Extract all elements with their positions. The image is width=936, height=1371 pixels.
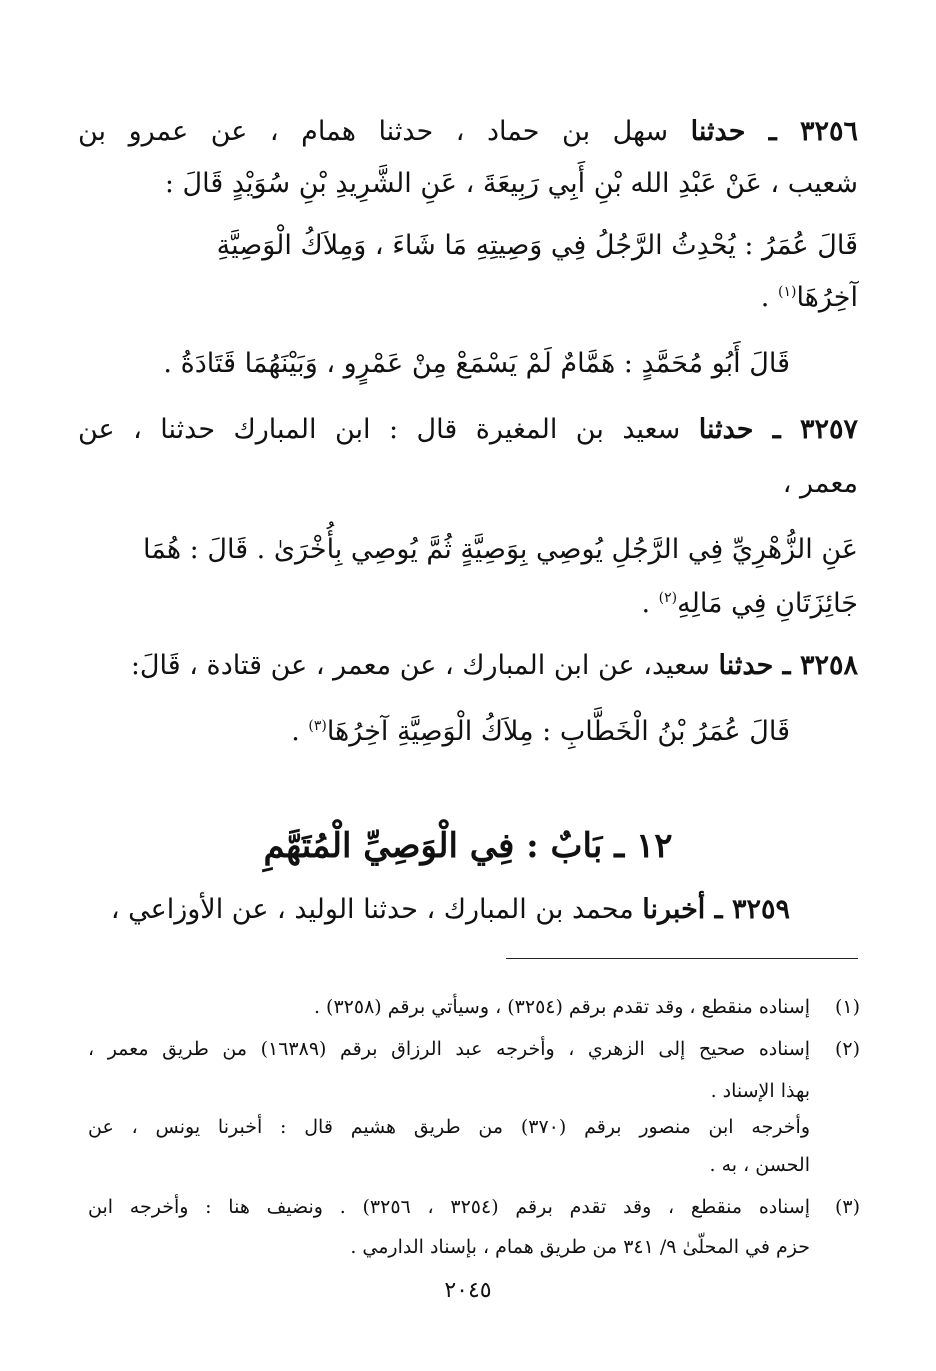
- hadith-number: ٣٢٥٧ ـ حدثنا: [698, 414, 858, 445]
- footnote-ref: (٢): [658, 590, 678, 606]
- hadith-text: محمد بن المبارك ، حدثنا الوليد ، عن الأوزاعي ،: [110, 894, 634, 925]
- footnote-2-line-2: بهذا الإسناد .: [710, 1080, 810, 1102]
- footnote-3-line-2: حزم في المحلّىٰ ٩/ ٣٤١ من طريق همام ، بإسناد الدارمي .: [350, 1236, 810, 1258]
- chapter-heading: ١٢ ـ بَابٌ : فِي الْوَصِيِّ الْمُتَهَّمِ: [263, 826, 673, 866]
- footnote-2-line-1: إسناده صحيح إلى الزهري ، وأخرجه عبد الرزاق برقم (١٦٣٨٩) من طريق معمر ،: [88, 1038, 810, 1060]
- hadith-text-end: .: [291, 716, 309, 747]
- hadith-3257-line-4: [78, 578, 858, 624]
- hadith-text: قَالَ عُمَرُ بْنُ الْخَطَّابِ : مِلاَكُ الْوَصِيَّةِ آخِرُهَا: [326, 716, 790, 747]
- hadith-number: ٣٢٥٨ ـ حدثنا: [718, 650, 858, 681]
- hadith-text-end: .: [760, 282, 778, 313]
- footnote-label: (١): [834, 996, 860, 1018]
- hadith-number: ٣٢٥٦ ـ حدثنا: [690, 116, 858, 147]
- hadith-3256-line-2: شعيب ، عَنْ عَبْدِ الله بْنِ أَبِي رَبِيعَةَ ، عَنِ الشَّرِيدِ بْنِ سُوَيْدٍ قَالَ :: [164, 168, 858, 199]
- footnote-3-line-1: إسناده منقطع ، وقد تقدم برقم (٣٢٥٤ ، ٣٢٥٦) . ونضيف هنا : وأخرجه ابن: [88, 1196, 810, 1218]
- hadith-3256-comment: قَالَ أَبُو مُحَمَّدٍ : هَمَّامٌ لَمْ يَسْمَعْ مِنْ عَمْرٍو ، وَبَيْنَهُمَا قَتَادَةُ .: [163, 348, 790, 379]
- footnote-label: (٣): [834, 1196, 860, 1218]
- hadith-text: آخِرُهَا: [796, 282, 858, 313]
- hadith-3256-line-4: [78, 272, 858, 318]
- hadith-text: سهل بن حماد ، حدثنا همام ، عن عمرو بن: [78, 116, 669, 147]
- hadith-number: ٣٢٥٩ ـ أخبرنا: [642, 894, 790, 925]
- hadith-3257-line-3: عَنِ الزُّهْرِيِّ فِي الرَّجُلِ يُوصِي بِوَصِيَّةٍ ثُمَّ يُوصِي بِأُخْرَىٰ . قَالَ : هُمَا: [143, 534, 858, 565]
- footnote-ref: (١): [777, 284, 797, 300]
- page-number: ٢٠٤٥: [444, 1278, 492, 1303]
- hadith-text-end: .: [641, 588, 659, 619]
- hadith-3258-line-2: [78, 706, 790, 752]
- hadith-3259-line-1: [78, 890, 790, 930]
- hadith-text: سعيد، عن ابن المبارك ، عن معمر ، عن قتادة ، قَالَ:: [130, 650, 710, 681]
- hadith-3257-line-2: معمر ،: [782, 468, 858, 499]
- footnote-2-line-3: وأخرجه ابن منصور برقم (٣٧٠) من طريق هشيم قال : أخبرنا يونس ، عن: [88, 1116, 810, 1138]
- footnote-ref: (٣): [308, 718, 327, 734]
- hadith-text: جَائِزَتَانِ فِي مَالِهِ: [677, 588, 858, 619]
- footnote-2-line-4: الحسن ، به .: [709, 1154, 810, 1176]
- hadith-text: سعيد بن المغيرة قال : ابن المبارك حدثنا ، عن: [78, 414, 681, 445]
- hadith-3257-line-1: [78, 410, 858, 450]
- footnote-label: (٢): [834, 1038, 860, 1060]
- hadith-3256-line-3: قَالَ عُمَرُ : يُحْدِثُ الرَّجُلُ فِي وَصِيتِهِ مَا شَاءَ ، وَمِلاَكُ الْوَصِيَّةِ: [216, 230, 858, 261]
- hadith-3256-line-1: [78, 112, 858, 152]
- footnote-1-line-1: إسناده منقطع ، وقد تقدم برقم (٣٢٥٤) ، وسيأتي برقم (٣٢٥٨) .: [313, 996, 810, 1018]
- footnote-divider: [506, 958, 858, 959]
- hadith-3258-line-1: [78, 646, 858, 686]
